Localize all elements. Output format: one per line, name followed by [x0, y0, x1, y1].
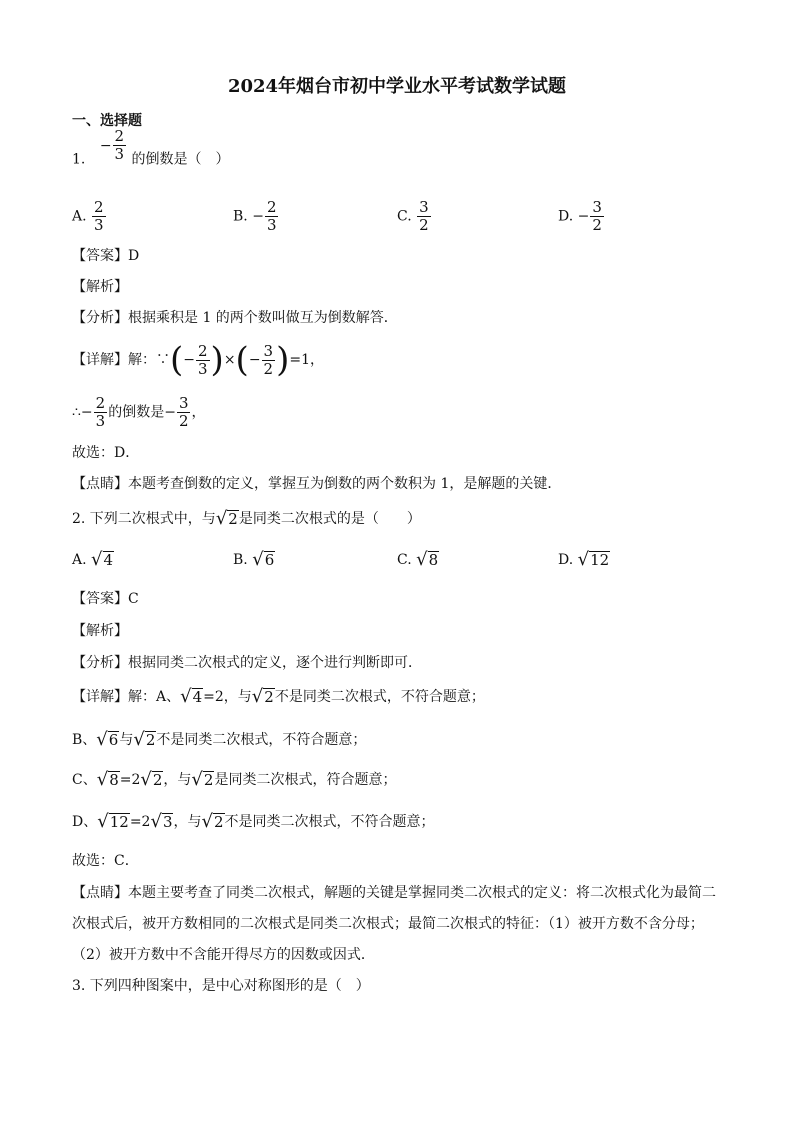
- q2-option-c[interactable]: C. √ 8: [397, 549, 439, 571]
- q1-option-b[interactable]: B. − $\frac{2}{3}$: [233, 198, 277, 234]
- q2-option-d[interactable]: D. √ 12: [558, 549, 610, 571]
- q1-analysis-tag: 【解析】: [72, 279, 128, 295]
- q2-option-b[interactable]: B. √ 6: [233, 549, 275, 571]
- q2-detail-b: B、 √ 6 与 √ 2 不是同类二次根式，不符合题意；: [72, 729, 367, 751]
- q2-detail-a: 【详解】解：A、 √ 4 =2，与 √ 2 不是同类二次根式，不符合题意；: [72, 686, 485, 708]
- q1-choose: 故选：D．: [72, 445, 140, 461]
- q2-detail-c: C、 √ 8 =2 √ 2 ，与 √ 2 是同类二次根式，符合题意；: [72, 769, 397, 791]
- q2-choose: 故选：C．: [72, 853, 139, 869]
- q1-option-a[interactable]: A. $\frac{2}{3}$: [72, 198, 104, 234]
- q1-conclusion: ∴− $\frac{2}{3}$ 的倒数是− $\frac{3}{2}$ ，: [72, 394, 206, 430]
- q1-fraction: − $\frac{2}{3}$: [99, 127, 125, 163]
- q2-fenxi: 【分析】根据同类二次根式的定义，逐个进行判断即可．: [72, 655, 422, 671]
- section-heading: 一、选择题: [72, 113, 142, 129]
- q2-option-a[interactable]: A. √ 4: [72, 549, 114, 571]
- q2-answer: 【答案】C: [72, 591, 139, 607]
- q1-answer: 【答案】D: [72, 248, 140, 264]
- page-title: 2024年烟台市初中学业水平考试数学试题: [227, 76, 567, 97]
- q2-dianjing-line-1: 【点睛】本题主要考查了同类二次根式，解题的关键是掌握同类二次根式的定义：将二次根式化为最简二: [72, 885, 716, 901]
- question-3-stem: 3. 下列四种图案中，是中心对称图形的是（ ）: [72, 978, 370, 994]
- q2-analysis-tag: 【解析】: [72, 623, 128, 639]
- q1-number: 1.: [72, 151, 86, 168]
- q1-fenxi: 【分析】根据乘积是 1 的两个数叫做互为倒数解答．: [72, 310, 398, 326]
- question-1-stem: 1. − $\frac{2}{3}$ 的倒数是（ ）: [72, 127, 230, 168]
- q1-option-c[interactable]: C. $\frac{3}{2}$: [397, 198, 429, 234]
- q2-dianjing-line-2: 次根式后，被开方数相同的二次根式是同类二次根式；最简二次根式的特征：（1）被开方数不含分母；: [72, 916, 704, 932]
- q1-detail: 【详解】解：∵(− $\frac{2}{3}$ )×(− $\frac{3}{2}$ )=1，: [72, 340, 324, 380]
- q2-dianjing-line-3: （2）被开方数中不含能开得尽方的因数或因式．: [72, 947, 375, 963]
- q2-detail-d: D、 √ 12 =2 √ 3 ，与 √ 2 不是同类二次根式，不符合题意；: [72, 811, 435, 833]
- q1-option-d[interactable]: D. − $\frac{3}{2}$: [558, 198, 602, 234]
- question-2-stem: 2. 下列二次根式中，与 √ 2 是同类二次根式的是（ ）: [72, 508, 421, 530]
- q1-dianjing: 【点睛】本题考查倒数的定义，掌握互为倒数的两个数积为 1，是解题的关键．: [72, 476, 562, 492]
